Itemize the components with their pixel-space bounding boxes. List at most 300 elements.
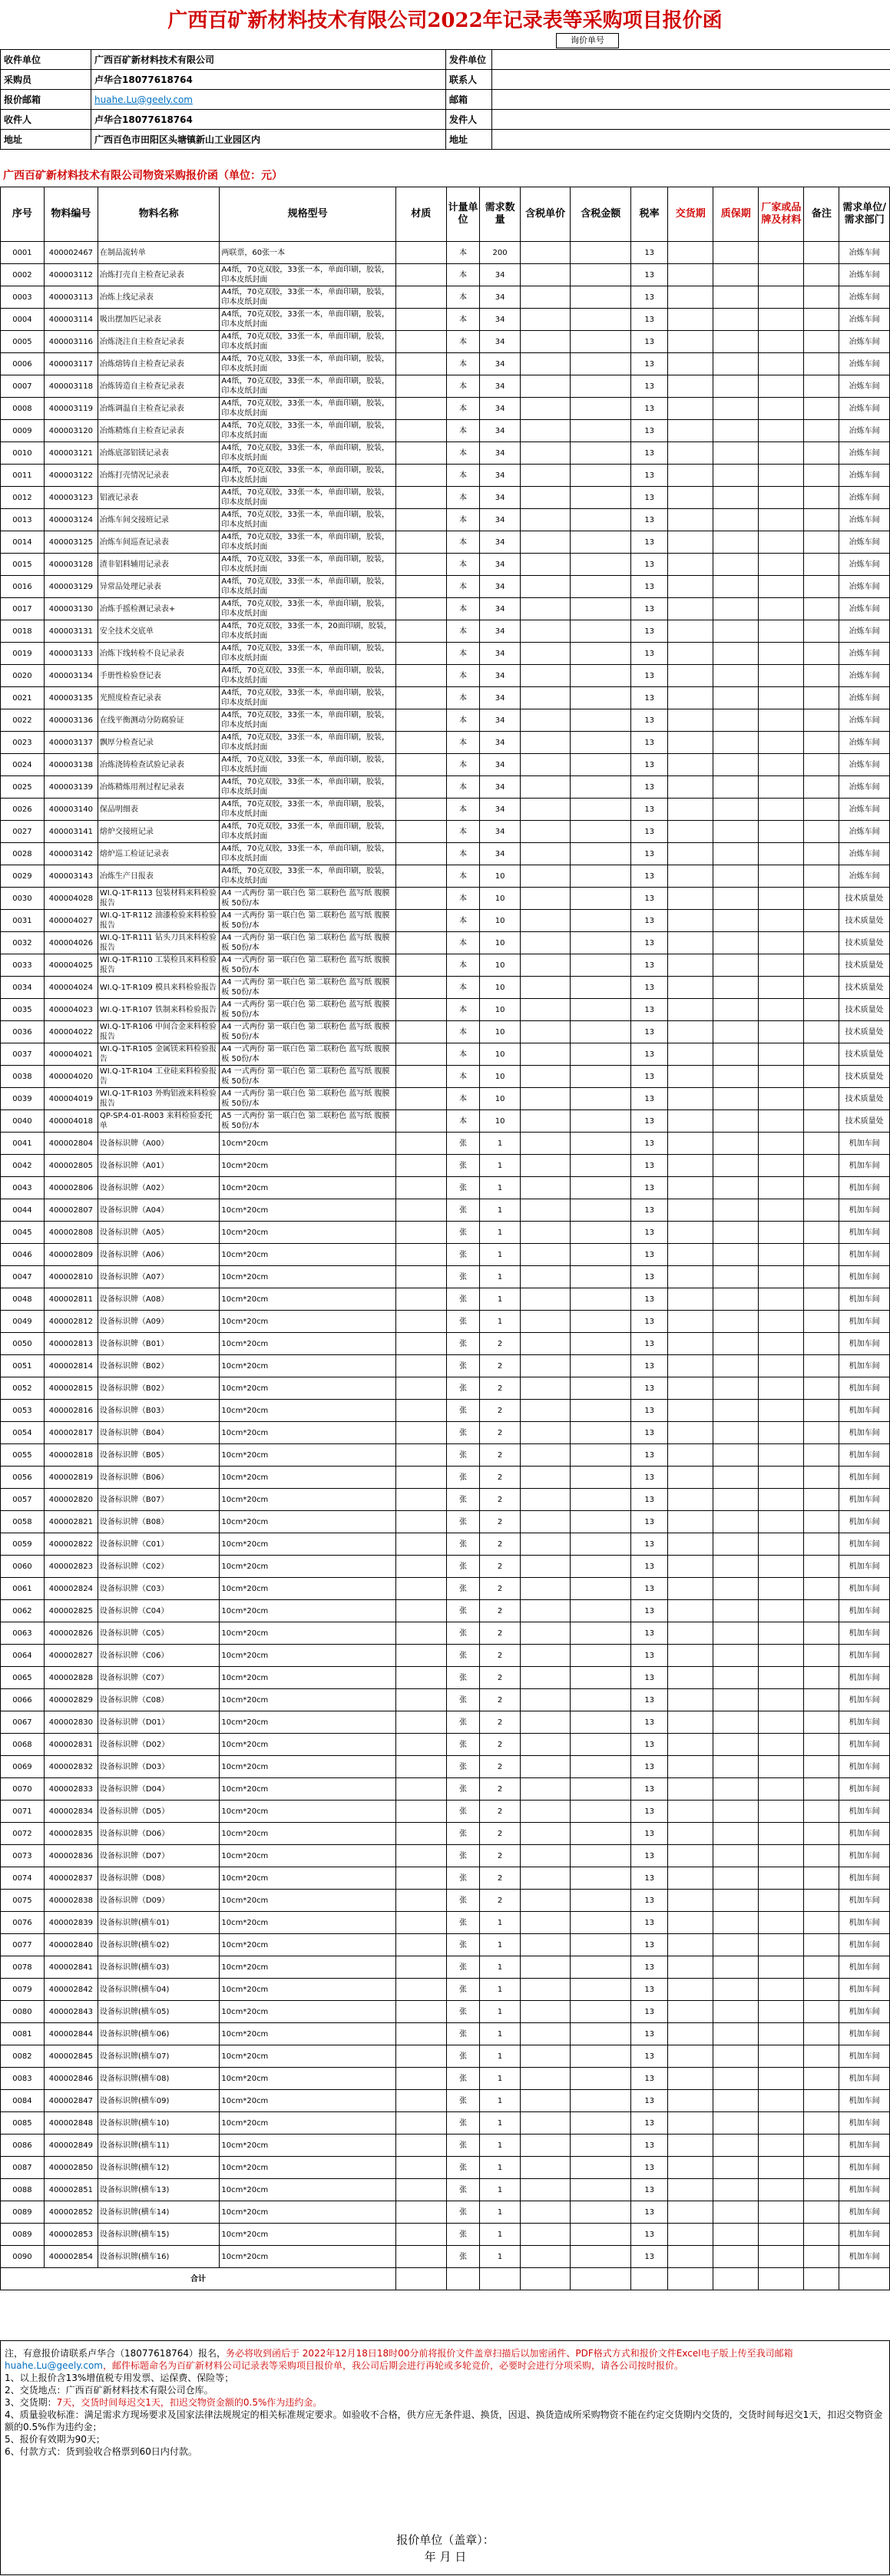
cell-material[interactable] xyxy=(396,1288,447,1311)
cell-material[interactable] xyxy=(396,1778,447,1801)
cell-material[interactable] xyxy=(396,776,447,799)
cell-remark[interactable] xyxy=(804,1867,839,1890)
cell-warranty[interactable] xyxy=(713,1377,759,1400)
cell-remark[interactable] xyxy=(804,2157,839,2179)
cell-brand[interactable] xyxy=(759,1979,804,2001)
cell-amount[interactable] xyxy=(571,531,631,554)
cell-delivery[interactable] xyxy=(668,1801,713,1823)
cell-amount[interactable] xyxy=(571,509,631,531)
cell-warranty[interactable] xyxy=(713,977,759,999)
cell-remark[interactable] xyxy=(804,977,839,999)
cell-amount[interactable] xyxy=(571,1823,631,1845)
cell-remark[interactable] xyxy=(804,420,839,442)
cell-warranty[interactable] xyxy=(713,420,759,442)
cell-delivery[interactable] xyxy=(668,2001,713,2023)
cell-delivery[interactable] xyxy=(668,2112,713,2135)
cell-delivery[interactable] xyxy=(668,1645,713,1667)
cell-unit-price[interactable] xyxy=(520,1400,571,1422)
cell-warranty[interactable] xyxy=(713,865,759,888)
cell-delivery[interactable] xyxy=(668,1088,713,1110)
cell-material[interactable] xyxy=(396,2045,447,2068)
cell-material[interactable] xyxy=(396,309,447,331)
cell-delivery[interactable] xyxy=(668,1489,713,1511)
cell-remark[interactable] xyxy=(804,1912,839,1934)
cell-brand[interactable] xyxy=(759,2068,804,2090)
cell-remark[interactable] xyxy=(804,843,839,865)
cell-remark[interactable] xyxy=(804,554,839,576)
cell-delivery[interactable] xyxy=(668,1444,713,1467)
cell-remark[interactable] xyxy=(804,1622,839,1645)
cell-amount[interactable] xyxy=(571,754,631,776)
cell-delivery[interactable] xyxy=(668,1288,713,1311)
cell-amount[interactable] xyxy=(571,888,631,910)
cell-material[interactable] xyxy=(396,1689,447,1711)
cell-warranty[interactable] xyxy=(713,1979,759,2001)
cell-amount[interactable] xyxy=(571,799,631,821)
cell-unit-price[interactable] xyxy=(520,709,571,732)
cell-amount[interactable] xyxy=(571,1756,631,1778)
cell-amount[interactable] xyxy=(571,776,631,799)
cell-amount[interactable] xyxy=(571,1778,631,1801)
cell-unit-price[interactable] xyxy=(520,687,571,709)
cell-warranty[interactable] xyxy=(713,1021,759,1043)
cell-warranty[interactable] xyxy=(713,1511,759,1533)
cell-delivery[interactable] xyxy=(668,954,713,977)
cell-unit-price[interactable] xyxy=(520,2112,571,2135)
cell-unit-price[interactable] xyxy=(520,1110,571,1133)
cell-unit-price[interactable] xyxy=(520,1645,571,1667)
cell-warranty[interactable] xyxy=(713,1533,759,1556)
cell-unit-price[interactable] xyxy=(520,398,571,420)
cell-remark[interactable] xyxy=(804,1533,839,1556)
cell-delivery[interactable] xyxy=(668,242,713,264)
cell-remark[interactable] xyxy=(804,309,839,331)
cell-unit-price[interactable] xyxy=(520,1756,571,1778)
cell-amount[interactable] xyxy=(571,732,631,754)
cell-remark[interactable] xyxy=(804,665,839,687)
cell-amount[interactable] xyxy=(571,1533,631,1556)
cell-amount[interactable] xyxy=(571,910,631,932)
cell-remark[interactable] xyxy=(804,643,839,665)
cell-amount[interactable] xyxy=(571,487,631,509)
cell-unit-price[interactable] xyxy=(520,465,571,487)
cell-amount[interactable] xyxy=(571,1088,631,1110)
cell-material[interactable] xyxy=(396,1199,447,1222)
cell-unit-price[interactable] xyxy=(520,1333,571,1355)
quote-email-value[interactable]: huahe.Lu@geely.com xyxy=(91,90,446,110)
cell-brand[interactable] xyxy=(759,2112,804,2135)
cell-remark[interactable] xyxy=(804,709,839,732)
cell-delivery[interactable] xyxy=(668,286,713,309)
cell-amount[interactable] xyxy=(571,665,631,687)
cell-remark[interactable] xyxy=(804,1088,839,1110)
cell-brand[interactable] xyxy=(759,1177,804,1199)
cell-remark[interactable] xyxy=(804,821,839,843)
cell-remark[interactable] xyxy=(804,1199,839,1222)
cell-unit-price[interactable] xyxy=(520,2023,571,2045)
cell-remark[interactable] xyxy=(804,598,839,620)
cell-material[interactable] xyxy=(396,331,447,353)
cell-delivery[interactable] xyxy=(668,1066,713,1088)
cell-material[interactable] xyxy=(396,843,447,865)
cell-amount[interactable] xyxy=(571,1956,631,1979)
cell-brand[interactable] xyxy=(759,1711,804,1734)
cell-remark[interactable] xyxy=(804,1956,839,1979)
cell-amount[interactable] xyxy=(571,1110,631,1133)
cell-brand[interactable] xyxy=(759,2135,804,2157)
cell-brand[interactable] xyxy=(759,1311,804,1333)
cell-unit-price[interactable] xyxy=(520,776,571,799)
cell-amount[interactable] xyxy=(571,2068,631,2090)
cell-material[interactable] xyxy=(396,1311,447,1333)
cell-amount[interactable] xyxy=(571,2023,631,2045)
cell-brand[interactable] xyxy=(759,1043,804,1066)
cell-material[interactable] xyxy=(396,1043,447,1066)
cell-delivery[interactable] xyxy=(668,1110,713,1133)
cell-brand[interactable] xyxy=(759,1956,804,1979)
cell-amount[interactable] xyxy=(571,1177,631,1199)
cell-delivery[interactable] xyxy=(668,709,713,732)
cell-amount[interactable] xyxy=(571,1222,631,1244)
cell-delivery[interactable] xyxy=(668,2224,713,2246)
cell-delivery[interactable] xyxy=(668,932,713,954)
cell-warranty[interactable] xyxy=(713,1422,759,1444)
cell-brand[interactable] xyxy=(759,709,804,732)
cell-warranty[interactable] xyxy=(713,821,759,843)
cell-unit-price[interactable] xyxy=(520,643,571,665)
cell-remark[interactable] xyxy=(804,1377,839,1400)
cell-warranty[interactable] xyxy=(713,754,759,776)
cell-unit-price[interactable] xyxy=(520,1467,571,1489)
cell-delivery[interactable] xyxy=(668,2179,713,2201)
cell-warranty[interactable] xyxy=(713,910,759,932)
cell-delivery[interactable] xyxy=(668,1511,713,1533)
cell-amount[interactable] xyxy=(571,643,631,665)
cell-warranty[interactable] xyxy=(713,1778,759,1801)
cell-material[interactable] xyxy=(396,709,447,732)
cell-unit-price[interactable] xyxy=(520,576,571,598)
cell-delivery[interactable] xyxy=(668,1823,713,1845)
cell-unit-price[interactable] xyxy=(520,620,571,643)
cell-delivery[interactable] xyxy=(668,865,713,888)
cell-remark[interactable] xyxy=(804,531,839,554)
cell-remark[interactable] xyxy=(804,353,839,375)
cell-amount[interactable] xyxy=(571,1199,631,1222)
cell-delivery[interactable] xyxy=(668,1333,713,1355)
cell-remark[interactable] xyxy=(804,1801,839,1823)
cell-unit-price[interactable] xyxy=(520,1155,571,1177)
cell-brand[interactable] xyxy=(759,398,804,420)
cell-unit-price[interactable] xyxy=(520,1533,571,1556)
cell-delivery[interactable] xyxy=(668,2201,713,2224)
cell-unit-price[interactable] xyxy=(520,1199,571,1222)
cell-warranty[interactable] xyxy=(713,888,759,910)
cell-amount[interactable] xyxy=(571,554,631,576)
cell-material[interactable] xyxy=(396,754,447,776)
cell-warranty[interactable] xyxy=(713,843,759,865)
cell-unit-price[interactable] xyxy=(520,1845,571,1867)
cell-amount[interactable] xyxy=(571,2090,631,2112)
cell-remark[interactable] xyxy=(804,1222,839,1244)
cell-brand[interactable] xyxy=(759,2045,804,2068)
cell-material[interactable] xyxy=(396,2068,447,2090)
cell-warranty[interactable] xyxy=(713,286,759,309)
cell-warranty[interactable] xyxy=(713,264,759,286)
cell-unit-price[interactable] xyxy=(520,754,571,776)
cell-remark[interactable] xyxy=(804,1711,839,1734)
cell-brand[interactable] xyxy=(759,821,804,843)
cell-material[interactable] xyxy=(396,1333,447,1355)
cell-brand[interactable] xyxy=(759,732,804,754)
cell-brand[interactable] xyxy=(759,865,804,888)
cell-brand[interactable] xyxy=(759,1088,804,1110)
cell-delivery[interactable] xyxy=(668,799,713,821)
cell-unit-price[interactable] xyxy=(520,509,571,531)
cell-amount[interactable] xyxy=(571,1689,631,1711)
cell-material[interactable] xyxy=(396,1801,447,1823)
cell-delivery[interactable] xyxy=(668,554,713,576)
cell-warranty[interactable] xyxy=(713,1288,759,1311)
cell-remark[interactable] xyxy=(804,465,839,487)
cell-remark[interactable] xyxy=(804,1177,839,1199)
cell-warranty[interactable] xyxy=(713,2246,759,2268)
cell-brand[interactable] xyxy=(759,309,804,331)
cell-warranty[interactable] xyxy=(713,2201,759,2224)
cell-remark[interactable] xyxy=(804,1667,839,1689)
cell-amount[interactable] xyxy=(571,465,631,487)
cell-remark[interactable] xyxy=(804,2201,839,2224)
cell-brand[interactable] xyxy=(759,1511,804,1533)
cell-brand[interactable] xyxy=(759,2246,804,2268)
cell-amount[interactable] xyxy=(571,1711,631,1734)
cell-amount[interactable] xyxy=(571,2135,631,2157)
cell-unit-price[interactable] xyxy=(520,821,571,843)
cell-warranty[interactable] xyxy=(713,665,759,687)
cell-brand[interactable] xyxy=(759,1823,804,1845)
cell-material[interactable] xyxy=(396,1467,447,1489)
cell-amount[interactable] xyxy=(571,420,631,442)
cell-amount[interactable] xyxy=(571,1043,631,1066)
cell-amount[interactable] xyxy=(571,999,631,1021)
cell-unit-price[interactable] xyxy=(520,2224,571,2246)
cell-warranty[interactable] xyxy=(713,487,759,509)
cell-material[interactable] xyxy=(396,954,447,977)
cell-delivery[interactable] xyxy=(668,598,713,620)
cell-brand[interactable] xyxy=(759,1021,804,1043)
cell-brand[interactable] xyxy=(759,932,804,954)
cell-material[interactable] xyxy=(396,687,447,709)
cell-amount[interactable] xyxy=(571,1355,631,1377)
cell-unit-price[interactable] xyxy=(520,665,571,687)
cell-remark[interactable] xyxy=(804,687,839,709)
cell-warranty[interactable] xyxy=(713,1400,759,1422)
cell-unit-price[interactable] xyxy=(520,1177,571,1199)
cell-amount[interactable] xyxy=(571,1333,631,1355)
cell-amount[interactable] xyxy=(571,954,631,977)
contact-value[interactable] xyxy=(492,70,890,90)
cell-warranty[interactable] xyxy=(713,2090,759,2112)
cell-brand[interactable] xyxy=(759,1578,804,1600)
cell-brand[interactable] xyxy=(759,442,804,465)
cell-remark[interactable] xyxy=(804,1600,839,1622)
cell-remark[interactable] xyxy=(804,576,839,598)
cell-material[interactable] xyxy=(396,1110,447,1133)
cell-remark[interactable] xyxy=(804,242,839,264)
cell-amount[interactable] xyxy=(571,353,631,375)
cell-material[interactable] xyxy=(396,1066,447,1088)
cell-material[interactable] xyxy=(396,910,447,932)
cell-material[interactable] xyxy=(396,1711,447,1734)
cell-delivery[interactable] xyxy=(668,1355,713,1377)
cell-amount[interactable] xyxy=(571,2112,631,2135)
cell-material[interactable] xyxy=(396,799,447,821)
cell-remark[interactable] xyxy=(804,910,839,932)
cell-amount[interactable] xyxy=(571,1400,631,1422)
cell-material[interactable] xyxy=(396,665,447,687)
cell-brand[interactable] xyxy=(759,465,804,487)
cell-unit-price[interactable] xyxy=(520,1600,571,1622)
cell-remark[interactable] xyxy=(804,2023,839,2045)
cell-unit-price[interactable] xyxy=(520,309,571,331)
cell-delivery[interactable] xyxy=(668,1133,713,1155)
cell-delivery[interactable] xyxy=(668,1979,713,2001)
cell-amount[interactable] xyxy=(571,2045,631,2068)
cell-material[interactable] xyxy=(396,2201,447,2224)
cell-material[interactable] xyxy=(396,1667,447,1689)
cell-remark[interactable] xyxy=(804,1645,839,1667)
cell-unit-price[interactable] xyxy=(520,331,571,353)
cell-material[interactable] xyxy=(396,932,447,954)
cell-material[interactable] xyxy=(396,509,447,531)
cell-remark[interactable] xyxy=(804,442,839,465)
cell-unit-price[interactable] xyxy=(520,1133,571,1155)
cell-unit-price[interactable] xyxy=(520,1867,571,1890)
cell-amount[interactable] xyxy=(571,1934,631,1956)
cell-warranty[interactable] xyxy=(713,776,759,799)
cell-material[interactable] xyxy=(396,598,447,620)
cell-unit-price[interactable] xyxy=(520,2179,571,2201)
cell-unit-price[interactable] xyxy=(520,1689,571,1711)
cell-warranty[interactable] xyxy=(713,1244,759,1266)
cell-warranty[interactable] xyxy=(713,331,759,353)
cell-brand[interactable] xyxy=(759,2023,804,2045)
cell-unit-price[interactable] xyxy=(520,264,571,286)
cell-delivery[interactable] xyxy=(668,2090,713,2112)
cell-remark[interactable] xyxy=(804,1066,839,1088)
cell-unit-price[interactable] xyxy=(520,1956,571,1979)
cell-material[interactable] xyxy=(396,1021,447,1043)
cell-warranty[interactable] xyxy=(713,242,759,264)
cell-delivery[interactable] xyxy=(668,1756,713,1778)
cell-unit-price[interactable] xyxy=(520,2001,571,2023)
cell-unit-price[interactable] xyxy=(520,999,571,1021)
cell-brand[interactable] xyxy=(759,1422,804,1444)
cell-delivery[interactable] xyxy=(668,1578,713,1600)
cell-delivery[interactable] xyxy=(668,465,713,487)
cell-delivery[interactable] xyxy=(668,1667,713,1689)
cell-delivery[interactable] xyxy=(668,309,713,331)
cell-brand[interactable] xyxy=(759,1400,804,1422)
cell-unit-price[interactable] xyxy=(520,442,571,465)
cell-amount[interactable] xyxy=(571,1489,631,1511)
cell-delivery[interactable] xyxy=(668,2023,713,2045)
cell-delivery[interactable] xyxy=(668,487,713,509)
cell-material[interactable] xyxy=(396,375,447,398)
cell-unit-price[interactable] xyxy=(520,598,571,620)
cell-material[interactable] xyxy=(396,1934,447,1956)
cell-unit-price[interactable] xyxy=(520,420,571,442)
cell-amount[interactable] xyxy=(571,1645,631,1667)
cell-material[interactable] xyxy=(396,1222,447,1244)
cell-material[interactable] xyxy=(396,2157,447,2179)
cell-delivery[interactable] xyxy=(668,1956,713,1979)
cell-unit-price[interactable] xyxy=(520,1622,571,1645)
cell-material[interactable] xyxy=(396,1912,447,1934)
cell-brand[interactable] xyxy=(759,331,804,353)
cell-delivery[interactable] xyxy=(668,1890,713,1912)
cell-amount[interactable] xyxy=(571,1244,631,1266)
cell-amount[interactable] xyxy=(571,1288,631,1311)
cell-amount[interactable] xyxy=(571,1845,631,1867)
cell-material[interactable] xyxy=(396,487,447,509)
cell-material[interactable] xyxy=(396,1511,447,1533)
cell-brand[interactable] xyxy=(759,576,804,598)
cell-brand[interactable] xyxy=(759,1444,804,1467)
cell-warranty[interactable] xyxy=(713,531,759,554)
cell-delivery[interactable] xyxy=(668,1155,713,1177)
cell-remark[interactable] xyxy=(804,2135,839,2157)
cell-delivery[interactable] xyxy=(668,1600,713,1622)
cell-brand[interactable] xyxy=(759,776,804,799)
cell-material[interactable] xyxy=(396,2090,447,2112)
cell-warranty[interactable] xyxy=(713,799,759,821)
cell-brand[interactable] xyxy=(759,1801,804,1823)
cell-unit-price[interactable] xyxy=(520,353,571,375)
cell-material[interactable] xyxy=(396,1400,447,1422)
cell-brand[interactable] xyxy=(759,1266,804,1288)
cell-brand[interactable] xyxy=(759,1222,804,1244)
cell-material[interactable] xyxy=(396,1533,447,1556)
cell-delivery[interactable] xyxy=(668,1400,713,1422)
cell-remark[interactable] xyxy=(804,2045,839,2068)
cell-amount[interactable] xyxy=(571,2246,631,2268)
cell-amount[interactable] xyxy=(571,286,631,309)
cell-material[interactable] xyxy=(396,821,447,843)
cell-amount[interactable] xyxy=(571,309,631,331)
cell-amount[interactable] xyxy=(571,264,631,286)
cell-remark[interactable] xyxy=(804,1890,839,1912)
cell-amount[interactable] xyxy=(571,2201,631,2224)
cell-amount[interactable] xyxy=(571,1155,631,1177)
cell-remark[interactable] xyxy=(804,1979,839,2001)
cell-remark[interactable] xyxy=(804,620,839,643)
sender-unit-value[interactable] xyxy=(492,50,890,70)
cell-material[interactable] xyxy=(396,2246,447,2268)
cell-unit-price[interactable] xyxy=(520,1288,571,1311)
cell-brand[interactable] xyxy=(759,509,804,531)
cell-unit-price[interactable] xyxy=(520,954,571,977)
cell-delivery[interactable] xyxy=(668,1622,713,1645)
cell-brand[interactable] xyxy=(759,1645,804,1667)
cell-warranty[interactable] xyxy=(713,1333,759,1355)
cell-material[interactable] xyxy=(396,1556,447,1578)
cell-warranty[interactable] xyxy=(713,1556,759,1578)
cell-unit-price[interactable] xyxy=(520,1021,571,1043)
cell-material[interactable] xyxy=(396,1956,447,1979)
sender-value[interactable] xyxy=(492,110,890,130)
cell-delivery[interactable] xyxy=(668,1377,713,1400)
cell-brand[interactable] xyxy=(759,999,804,1021)
